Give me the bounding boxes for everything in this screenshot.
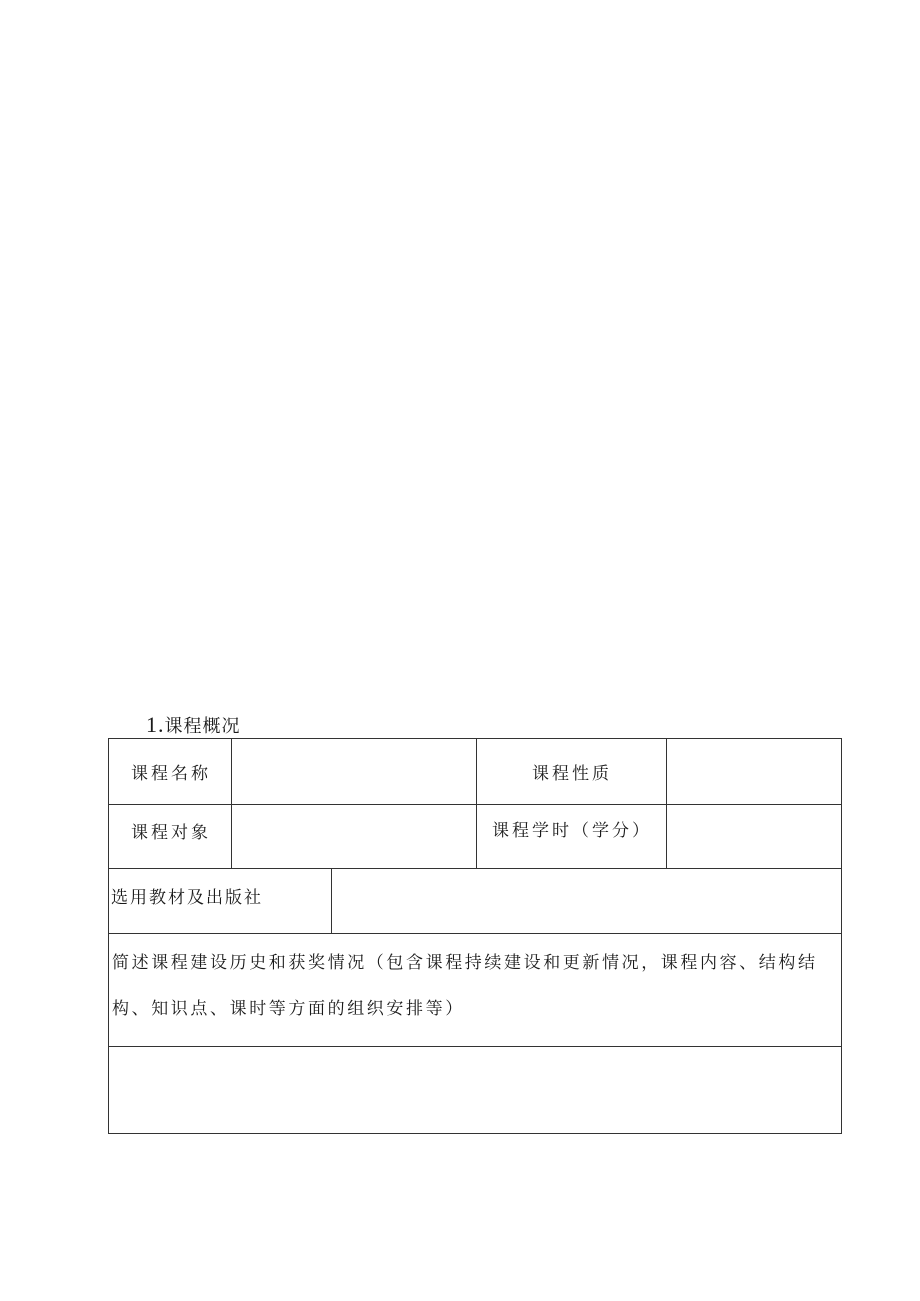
course-name-field[interactable] (232, 739, 476, 804)
section-heading (146, 712, 241, 740)
history-field[interactable] (109, 1047, 841, 1133)
course-target-label: 课程对象 (131, 823, 211, 843)
textbook-label: 选用教材及出版社 (111, 888, 263, 908)
course-overview-table (108, 738, 842, 1134)
course-hours-field[interactable] (667, 805, 841, 868)
course-nature-field[interactable] (667, 739, 841, 804)
course-nature-label: 课程性质 (532, 764, 612, 784)
course-target-field[interactable] (232, 805, 476, 868)
history-label: 简述课程建设历史和获奖情况（包含课程持续建设和更新情况，课程内容、结构结构、知识点、课时等方面的组织安排等） (112, 953, 818, 1019)
course-name-label: 课程名称 (131, 764, 211, 784)
section-title: 课程概况 (164, 716, 241, 737)
history-label-cell (109, 934, 841, 1046)
textbook-field[interactable] (332, 869, 841, 933)
course-hours-label: 课程学时（学分） (492, 821, 652, 841)
column-divider (476, 739, 477, 868)
section-number: 1. (146, 712, 165, 737)
